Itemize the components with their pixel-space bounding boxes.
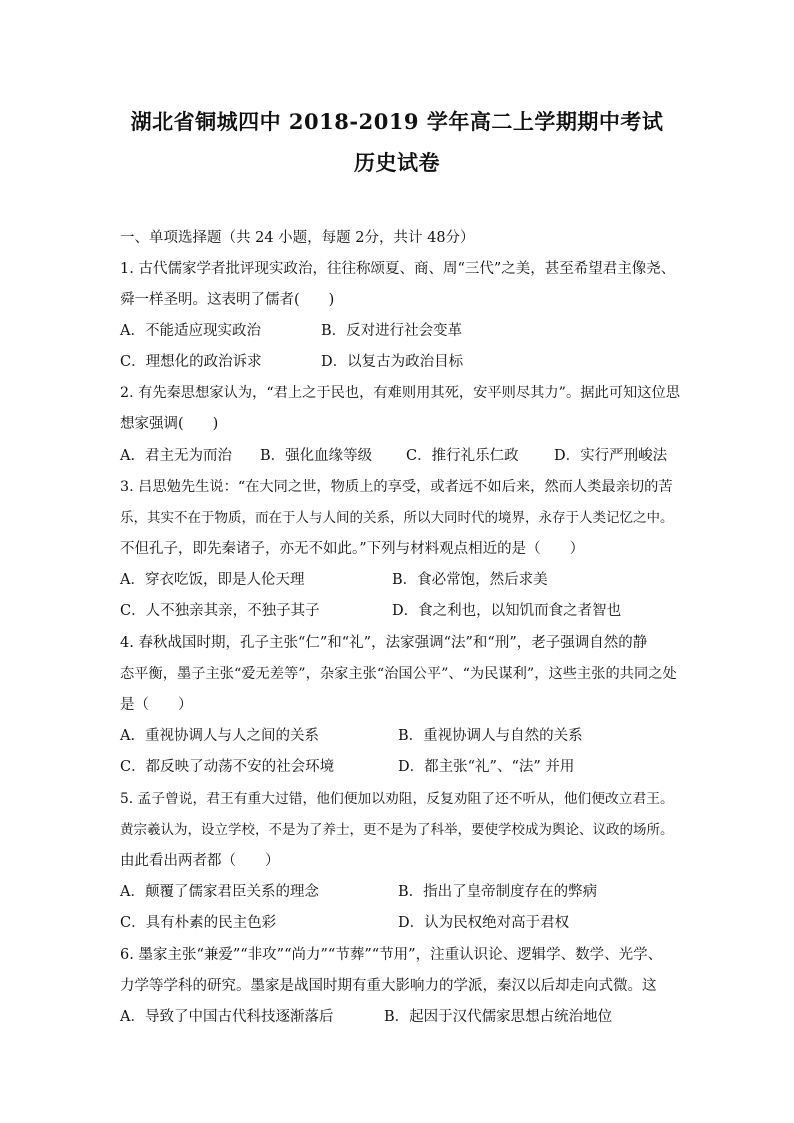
q2-option-c: C．推行礼乐仁政 (406, 448, 519, 464)
q1-line-1: 1. 古代儒家学者批评现实政治，往往称颂夏、商、周“三代”之美，甚至希望君主像尧、 (120, 261, 676, 277)
exam-title: 湖北省铜城四中 2018-2019 学年高二上学期期中考试 (130, 109, 664, 134)
q4-line-3: 是（ ） (120, 697, 193, 713)
q6-option-b: B．起因于汉代儒家思想占统治地位 (384, 1009, 613, 1025)
q1-option-d: D．以复古为政治目标 (321, 354, 464, 370)
q4-line-1: 4. 春秋战国时期，孔子主张“仁”和“礼”，法家强调“法”和“刑”，老子强调自然的静 (120, 635, 648, 651)
section-heading: 一、单项选择题（共 24 小题，每题 2分，共计 48分） (120, 230, 475, 246)
q4-option-d: D．都主张“礼”、“法” 并用 (398, 759, 575, 775)
q5-option-c: C．具有朴素的民主色彩 (120, 915, 277, 931)
q5-option-d: D．认为民权绝对高于君权 (398, 915, 570, 931)
q2-option-b: B．强化血缘等级 (260, 448, 373, 464)
q4-option-c: C．都反映了动荡不安的社会环境 (120, 759, 335, 775)
q4-option-b: B．重视协调人与自然的关系 (398, 728, 583, 744)
q5-option-b: B．指出了皇帝制度存在的弊病 (398, 884, 598, 900)
q1-option-c: C．理想化的政治诉求 (120, 354, 262, 370)
q2-option-a: A．君主无为而治 (120, 448, 232, 464)
q6-option-a: A．导致了中国古代科技逐渐落后 (120, 1009, 334, 1025)
q2-line-1: 2. 有先秦思想家认为，“君上之于民也，有难则用其死，安平则尽其力”。据此可知这位思 (120, 385, 680, 401)
q5-line-1: 5. 孟子曾说，君王有重大过错，他们便加以劝阻，反复劝阻了还不听从，他们便改立君王。 (120, 791, 674, 807)
q2-line-2: 想家强调( ) (120, 416, 219, 432)
q5-line-2: 黄宗羲认为，设立学校，不是为了养士，更不是为了科举，要使学校成为舆论、议政的场所。 (120, 822, 674, 838)
q1-option-a: A．不能适应现实政治 (120, 323, 261, 339)
q3-line-3: 不但孔子，即先秦诸子，亦无不如此。”下列与材料观点相近的是（ ） (120, 541, 585, 557)
q6-line-2: 力学等学科的研究。墨家是战国时期有重大影响力的学派，秦汉以后却走向式微。这 (120, 978, 657, 994)
q3-option-c: C．人不独亲其亲，不独子其子 (120, 603, 320, 619)
q4-line-2: 态平衡，墨子主张“爱无差等”，杂家主张“治国公平”、“为民谋利”，这些主张的共同之处 (120, 666, 677, 682)
q5-option-a: A．颠覆了儒家君臣关系的理念 (120, 884, 319, 900)
q6-line-1: 6. 墨家主张“兼爱”“非攻”“尚力”“节葬”“节用”，注重认识论、逻辑学、数学、光学、 (120, 947, 663, 963)
q3-option-a: A．穿衣吃饭，即是人伦天理 (120, 572, 305, 588)
q3-line-2: 乐，其实不在于物质，而在于人与人间的关系，所以大同时代的境界，永存于人类记忆之中。 (120, 510, 674, 526)
q1-line-2: 舜一样圣明。这表明了儒者( ) (120, 292, 335, 308)
q4-option-a: A．重视协调人与人之间的关系 (120, 728, 319, 744)
q3-option-d: D．食之利也，以知饥而食之者智也 (392, 603, 622, 619)
exam-subtitle: 历史试卷 (354, 150, 440, 175)
q3-option-b: B．食必常饱，然后求美 (392, 572, 548, 588)
q2-option-d: D．实行严刑峻法 (554, 448, 668, 464)
q1-option-b: B．反对进行社会变革 (321, 323, 463, 339)
q3-line-1: 3. 吕思勉先生说：“在大同之世，物质上的享受，或者远不如后来，然而人类最亲切的苦 (120, 479, 673, 495)
q5-line-3: 由此看出两者都（ ） (120, 853, 280, 869)
